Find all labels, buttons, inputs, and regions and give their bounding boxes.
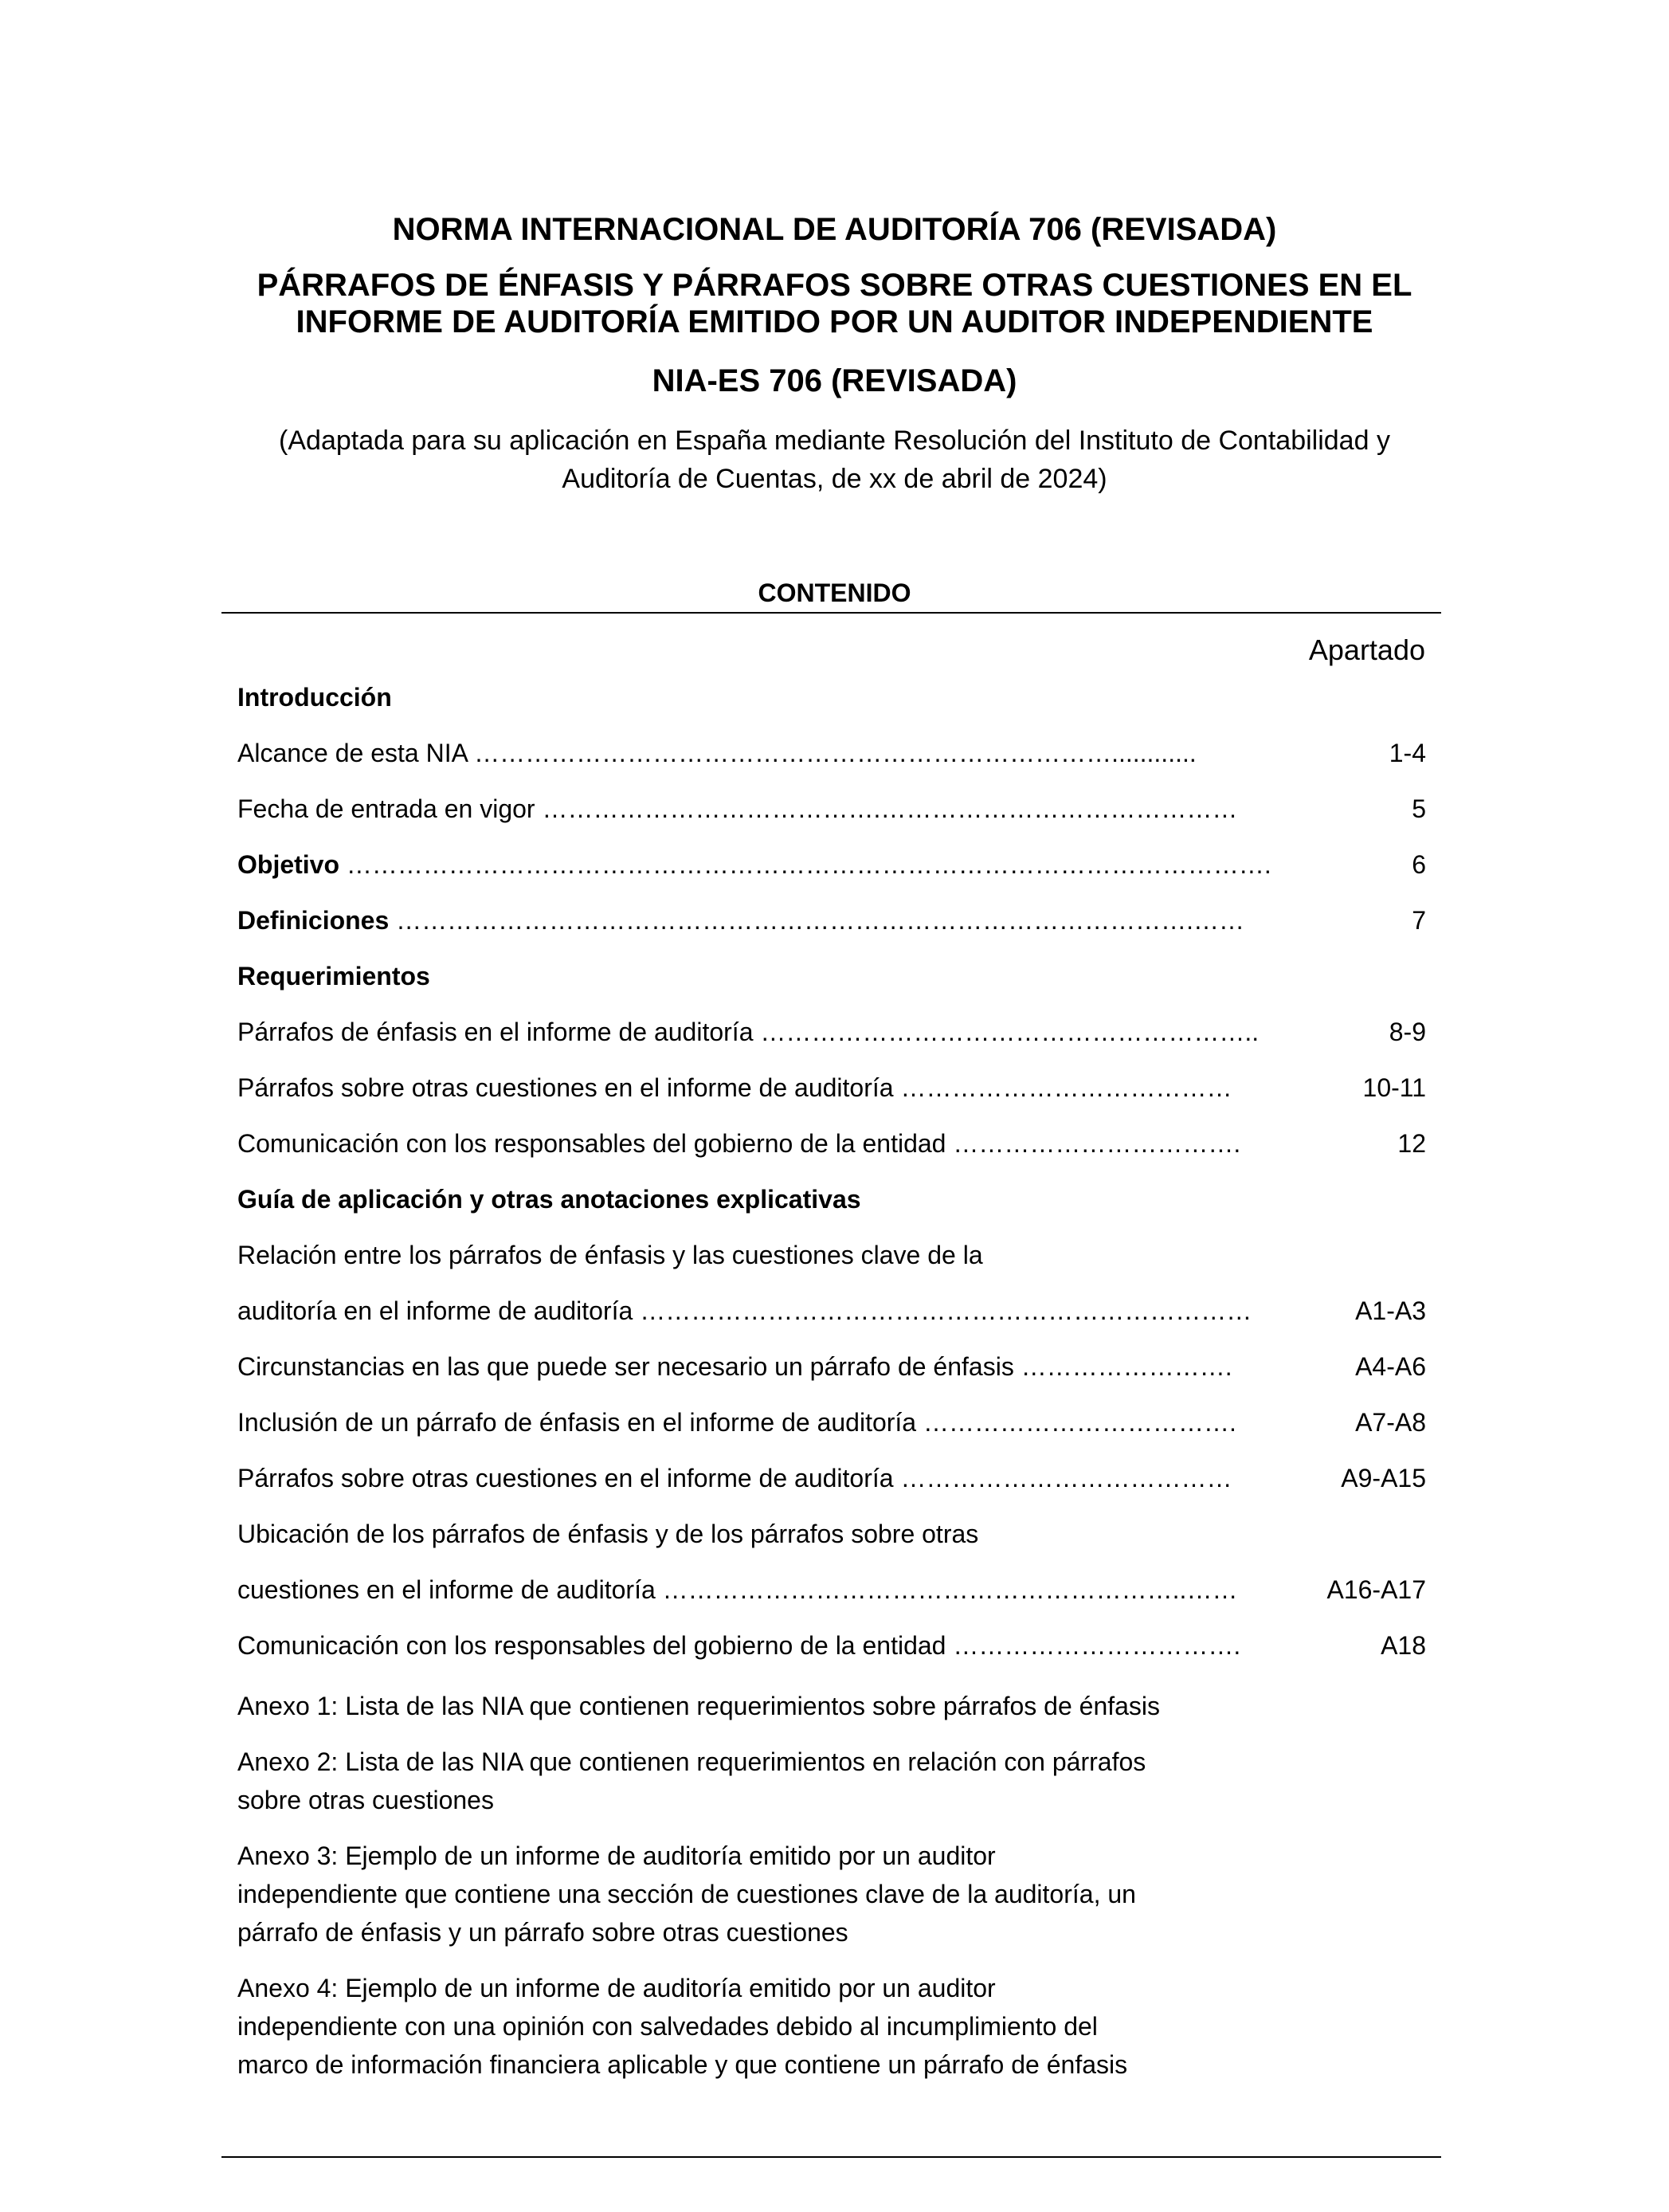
toc-entry-text: Inclusión de un párrafo de énfasis en el informe de auditoría ……………………………….: [237, 1408, 1236, 1437]
document-subtitle-line2: INFORME DE AUDITORÍA EMITIDO POR UN AUDITOR INDEPENDIENTE: [296, 304, 1373, 339]
toc-entry-text: Comunicación con los responsables del gobierno de la entidad …………………………….: [237, 1631, 1241, 1660]
page-bottom-rule: [221, 2156, 1441, 2158]
toc-entry-text: cuestiones en el informe de auditoría ……………………………………………………..……: [237, 1575, 1238, 1604]
annex-line: independiente que contiene una sección de cuestiones clave de la auditoría, un: [237, 1880, 1136, 1908]
toc-entry-number: 6: [1412, 850, 1426, 879]
toc-entry-relacion-line1: Relación entre los párrafos de énfasis y las cuestiones clave de la: [237, 1241, 983, 1269]
document-title: NORMA INTERNACIONAL DE AUDITORÍA 706 (REVISADA): [392, 212, 1277, 247]
toc-entry-number: 12: [1397, 1129, 1426, 1158]
toc-entry-text: Párrafos sobre otras cuestiones en el informe de auditoría …………………………………: [237, 1073, 1232, 1102]
document-subtitle-line1: PÁRRAFOS DE ÉNFASIS Y PÁRRAFOS SOBRE OTRAS CUESTIONES EN EL: [257, 268, 1412, 303]
toc-entry-number: A1-A3: [1355, 1296, 1426, 1325]
toc-entry-number: A18: [1381, 1631, 1426, 1660]
toc-entry-text: Definiciones: [237, 906, 390, 935]
adaptation-note-line2: Auditoría de Cuentas, de xx de abril de 2024): [562, 464, 1107, 494]
toc-entry-leader: ………………………………………………………………………………….……: [389, 906, 1245, 935]
toc-entry-number: 5: [1412, 794, 1426, 823]
toc-entry-number: 10-11: [1362, 1073, 1426, 1102]
toc-entry-text: auditoría en el informe de auditoría ………………………………………………………………: [237, 1296, 1252, 1325]
annex-line: párrafo de énfasis y un párrafo sobre otras cuestiones: [237, 1918, 848, 1947]
document-standard-code: NIA-ES 706 (REVISADA): [652, 363, 1017, 398]
annex-line: Anexo 3: Ejemplo de un informe de auditoría emitido por un auditor: [237, 1841, 996, 1870]
toc-entry-text: Objetivo: [237, 850, 340, 879]
toc-entry-leader: ……………………………………………………………………………………………….: [339, 850, 1271, 879]
toc-entry-text: Alcance de esta NIA …………………………………………………………………............: [237, 739, 1197, 767]
toc-section-requerimientos: Requerimientos: [237, 962, 430, 990]
annex-line: Anexo 1: Lista de las NIA que contienen requerimientos sobre párrafos de énfasis: [237, 1692, 1161, 1720]
contents-top-rule: [221, 612, 1441, 614]
toc-entry-text: Circunstancias en las que puede ser necesario un párrafo de énfasis …………………….: [237, 1352, 1232, 1381]
contents-heading: CONTENIDO: [758, 578, 911, 607]
toc-annex-3[interactable]: [237, 1837, 1353, 1951]
apartado-column-label: Apartado: [1308, 633, 1425, 666]
toc-entry-text: Párrafos sobre otras cuestiones en el informe de auditoría …………………………………: [237, 1464, 1232, 1492]
toc-annex-4[interactable]: [237, 1969, 1353, 2084]
annex-line: marco de información financiera aplicable y que contiene un párrafo de énfasis: [237, 2050, 1128, 2079]
annex-line: Anexo 2: Lista de las NIA que contienen requerimientos en relación con párrafos: [237, 1747, 1146, 1776]
annex-line: independiente con una opinión con salvedades debido al incumplimiento del: [237, 2012, 1098, 2041]
toc-section-guia: Guía de aplicación y otras anotaciones explicativas: [237, 1185, 861, 1214]
toc-entry-number: A16-A17: [1326, 1575, 1426, 1604]
toc-entry-number: A4-A6: [1355, 1352, 1426, 1381]
toc-entry-text: Fecha de entrada en vigor ………………………………….……………………………………: [237, 794, 1238, 823]
toc-entry-number: 1-4: [1389, 739, 1426, 767]
annex-line: Anexo 4: Ejemplo de un informe de auditoría emitido por un auditor: [237, 1974, 996, 2002]
toc-entry-number: 7: [1412, 906, 1426, 935]
toc-entry-number: A7-A8: [1355, 1408, 1426, 1437]
toc-entry-text: Párrafos de énfasis en el informe de auditoría …………………………………………………..: [237, 1018, 1260, 1046]
toc-annex-1[interactable]: [237, 1687, 1353, 1725]
toc-entry-number: A9-A15: [1341, 1464, 1426, 1492]
toc-entry-number: 8-9: [1389, 1018, 1426, 1046]
toc-section-introduccion: Introducción: [237, 683, 392, 712]
toc-entry-ubicacion-line1: Ubicación de los párrafos de énfasis y de los párrafos sobre otras: [237, 1520, 979, 1548]
annex-line: sobre otras cuestiones: [237, 1786, 494, 1814]
toc-entry-text: Comunicación con los responsables del gobierno de la entidad …………………………….: [237, 1129, 1241, 1158]
adaptation-note-line1: (Adaptada para su aplicación en España mediante Resolución del Instituto de Contabilidad y: [279, 426, 1390, 456]
toc-annex-2[interactable]: [237, 1743, 1353, 1819]
